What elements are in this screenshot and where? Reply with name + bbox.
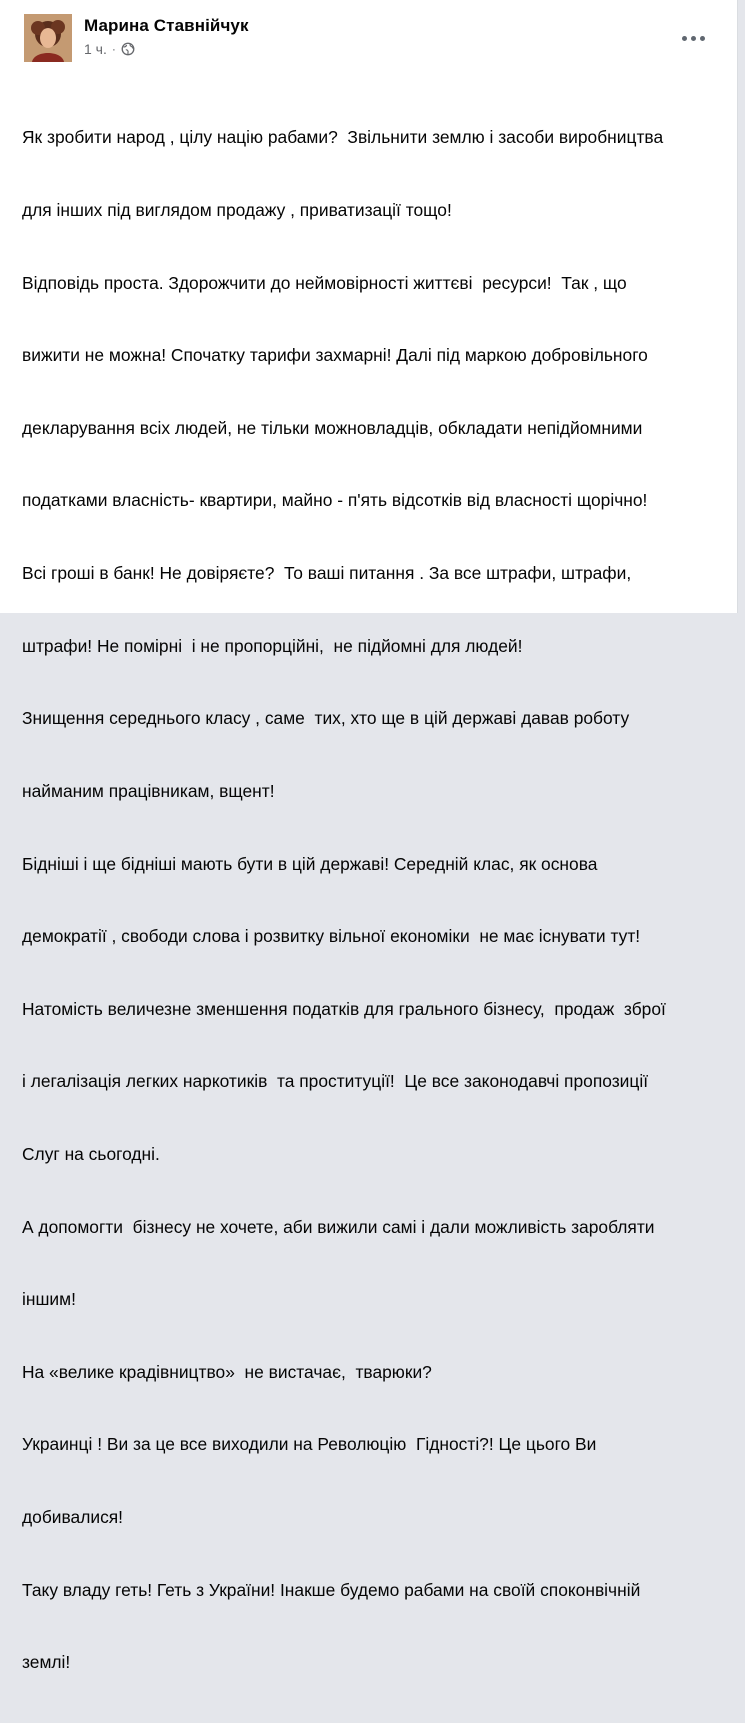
post-line: вижити не можна! Спочатку тарифи захмарні! Далі під маркою добровільного: [22, 345, 648, 366]
post-line: На «велике крадівництво» не вистачає, тварюки?: [22, 1361, 432, 1382]
post-line: Знищення середнього класу , саме тих, хто ще в цій державі давав роботу: [22, 708, 630, 729]
post-line: іншим!: [22, 1289, 76, 1310]
post-line: податками власність- квартири, майно - п'ять відсотків від власності щорічно!: [22, 490, 648, 511]
post-time[interactable]: 1 ч.: [84, 41, 107, 57]
meta-separator: ·: [111, 42, 116, 56]
post-line: Украинці ! Ви за це все виходили на Революцію Гідності?! Це цього Ви: [22, 1434, 597, 1455]
post-line: добивалися!: [22, 1506, 124, 1527]
dot-icon: [682, 36, 687, 41]
author-avatar[interactable]: [24, 14, 72, 62]
dot-icon: [700, 36, 705, 41]
globe-icon[interactable]: [121, 42, 135, 56]
post-text: [22, 77, 728, 1723]
avatar-image: [24, 14, 72, 62]
post-line: штрафи! Не помірні і не пропорційні, не підйомні для людей!: [22, 635, 523, 656]
post-line: Таку владу геть! Геть з України! Інакше будемо рабами на своїй споконвічній: [22, 1579, 641, 1600]
post-line: Відповідь проста. Здорожчити до неймовірності життєві ресурси! Так , що: [22, 272, 627, 293]
author-name[interactable]: Марина Ставнійчук: [84, 16, 249, 35]
post-line: Як зробити народ , цілу націю рабами? Звільнити землю і засоби виробництва: [22, 127, 664, 148]
post-line: А допомогти бізнесу не хочете, аби вижили самі і дали можливість заробляти: [22, 1216, 655, 1237]
more-options-icon[interactable]: [675, 28, 711, 48]
post-line: і легалізація легких наркотиків та проституції! Це все законодавчі пропозиції: [22, 1071, 649, 1092]
post-line: Всі гроші в банк! Не довіряєте? То ваші питання . За все штрафи, штрафи,: [22, 563, 632, 584]
post-line: землі!: [22, 1652, 71, 1673]
post-line: найманим працівникам, вщент!: [22, 780, 275, 801]
post-line: декларування всіх людей, не тільки можновладців, обкладати непідйомними: [22, 417, 643, 438]
post-line: Слуг на сьогодні.: [22, 1143, 160, 1164]
dot-icon: [691, 36, 696, 41]
post-line: Бідніші і ще бідніші мають бути в цій державі! Середній клас, як основа: [22, 853, 598, 874]
post-line: демократії , свободи слова і розвитку вільної економіки не має існувати тут!: [22, 926, 641, 947]
post-meta: [84, 41, 135, 57]
post-line: для інших під виглядом продажу , приватизації тощо!: [22, 200, 452, 221]
post-line: Натомість величезне зменшення податків для грального бізнесу, продаж зброї: [22, 998, 666, 1019]
